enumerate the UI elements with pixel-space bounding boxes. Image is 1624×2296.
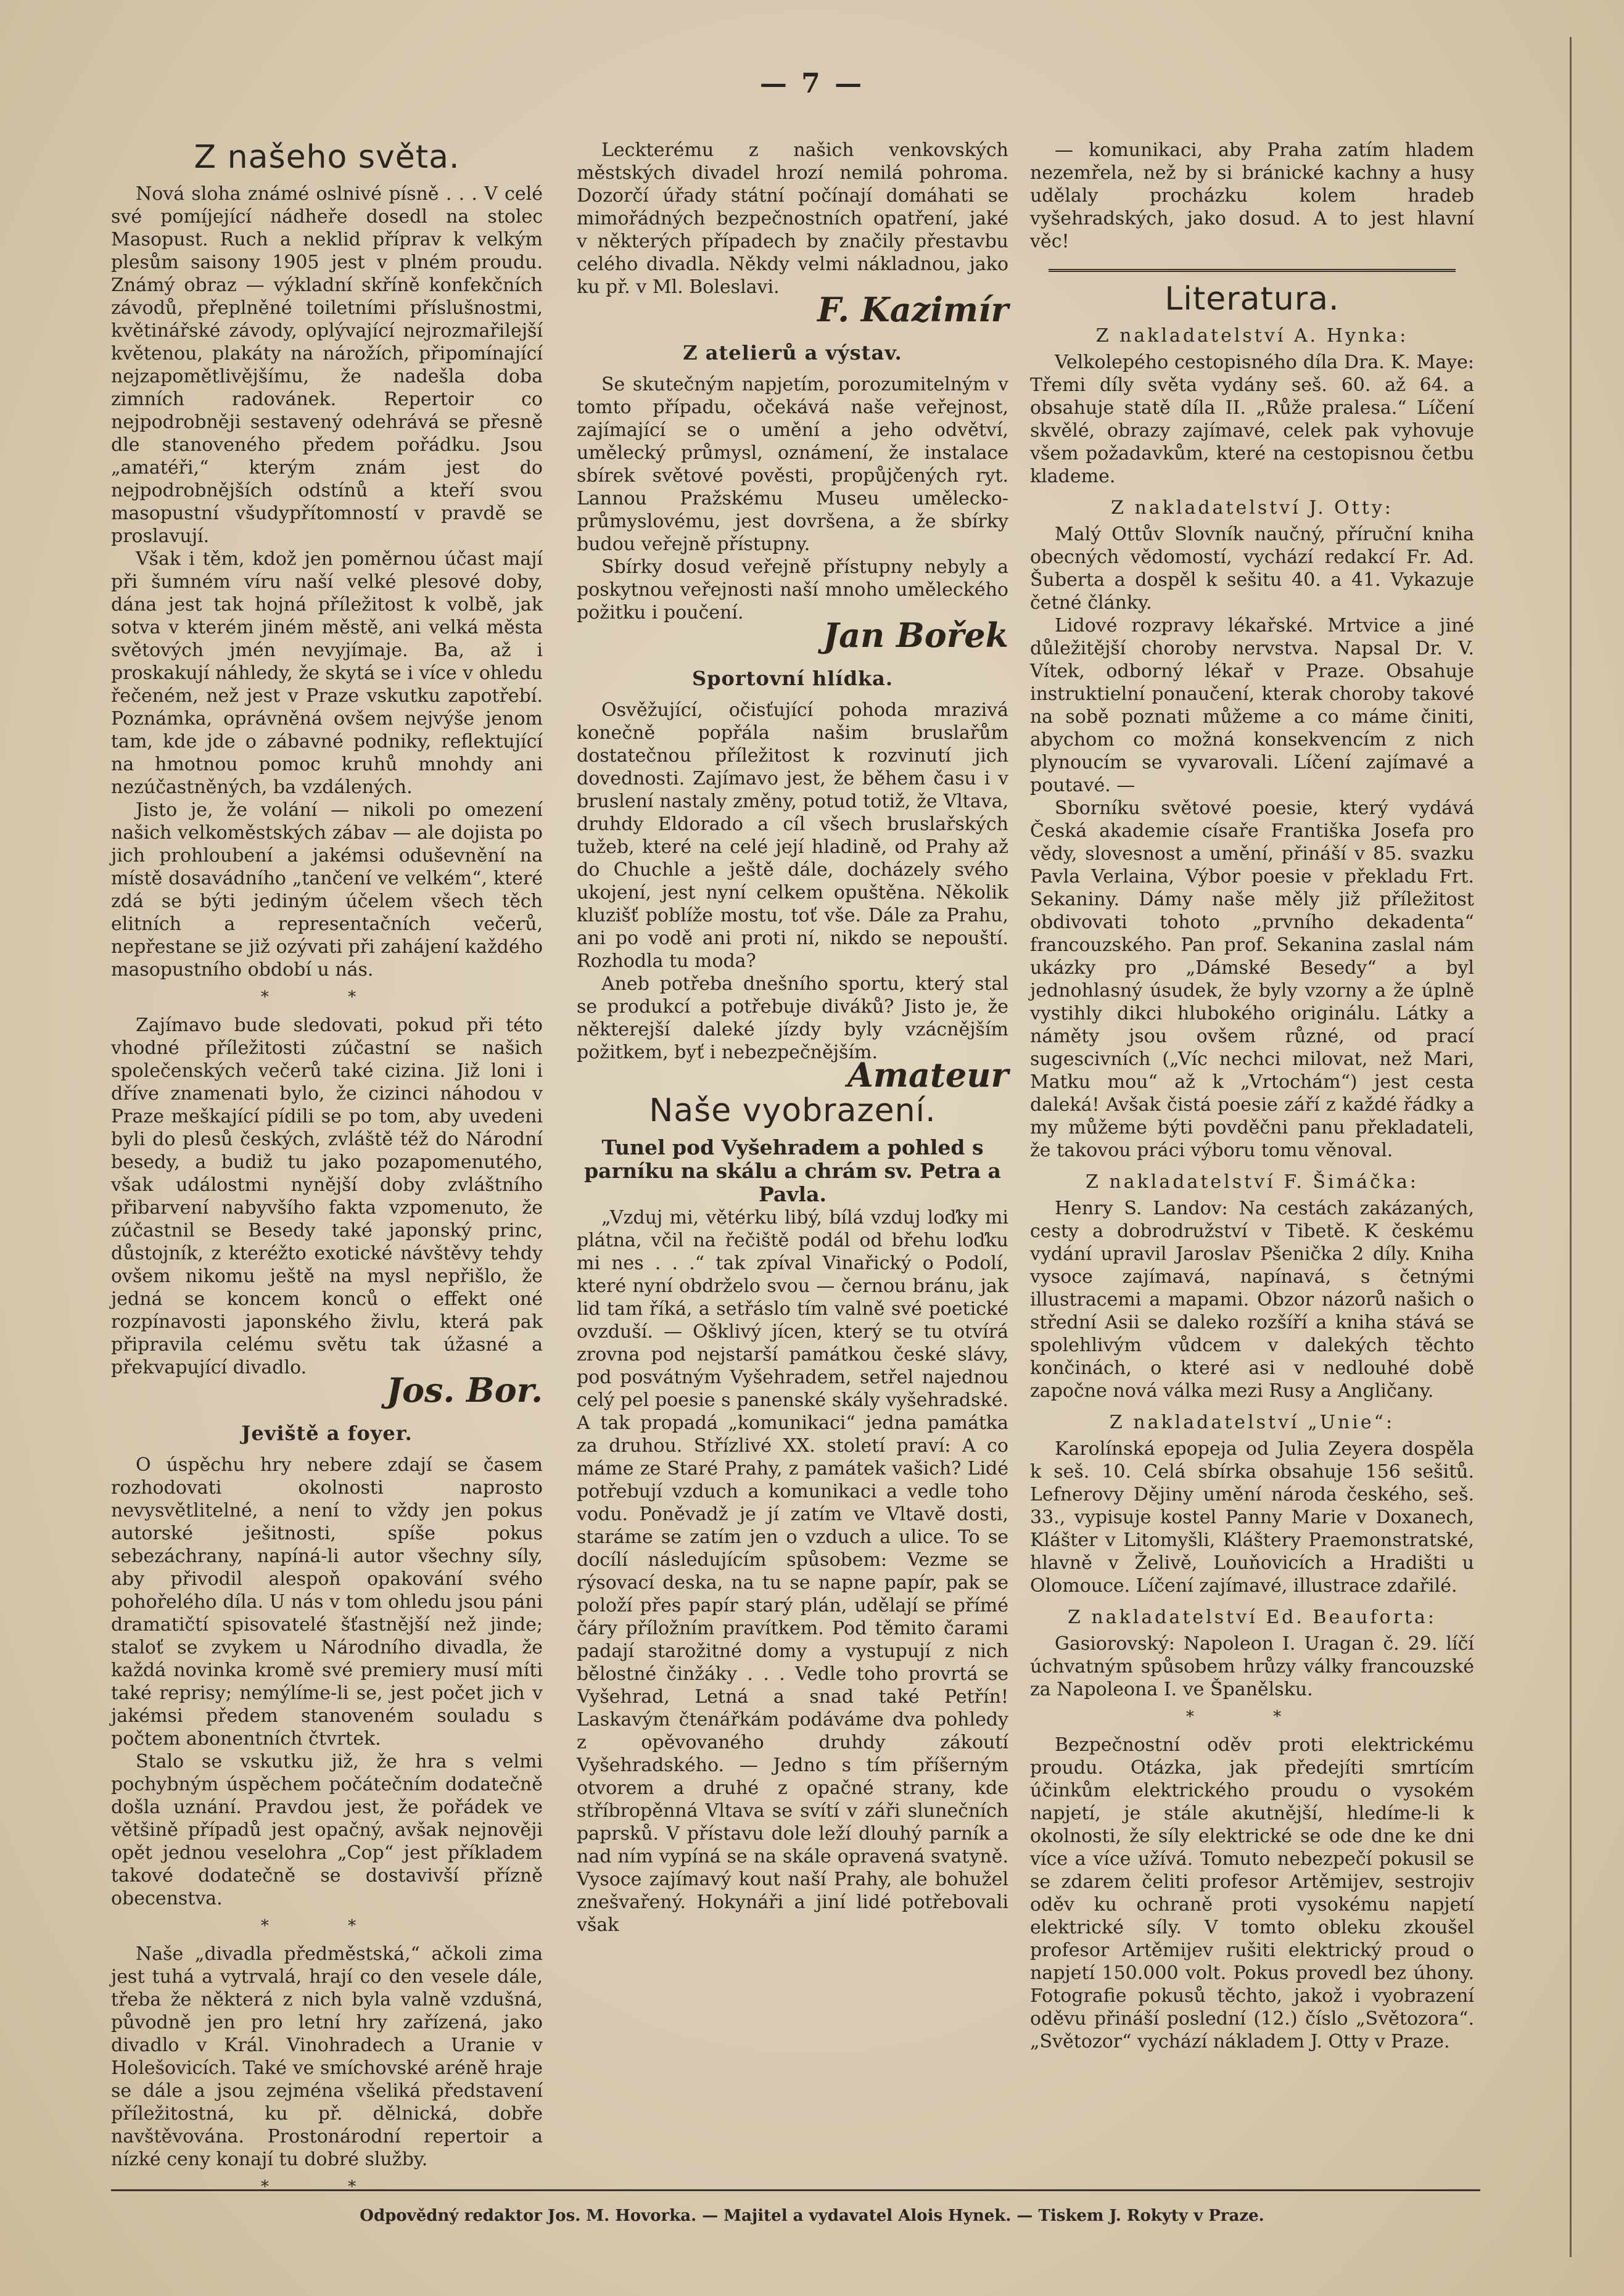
stars-divider: * *	[260, 2178, 394, 2196]
section-title-sportovni-hlidka: Sportovní hlídka.	[692, 667, 893, 690]
paragraph: Bezpečnostní oděv proti elektrickému proudu. Otázka, jak předejíti smrtícím účinkům elektrického proudu o vysokém napjetí, je stále akutnější, hledíme-li k okolnosti, že síly elektrické se ode dne ke dni více a více užívá. Tomuto nebezpečí pokusil se se zdarem čeliti profesor Artěmijev, sestrojiv oděv ku ochraně proti vysokému napjetí elektrické síly. V tomto obleku zkoušel profesor Artěmijev rušiti elektrický proud o napjetí 150.000 volt. Pokus provedl bez úhony. Fotografie pokusů těchto, jakož i vyobrazení oděvu přináší poslední (12.) číslo „Světozora“. „Světozor“ vychází nákladem J. Otty v Praze.	[1030, 1734, 1474, 2052]
page-edge-line	[1570, 37, 1572, 2257]
publisher-heading: Z nakladatelství J. Otty:	[1111, 497, 1393, 519]
section-title-nase-vyobrazeni: Naše vyobrazení.	[649, 1092, 936, 1129]
stars-divider: * *	[260, 988, 394, 1006]
paragraph: Henry S. Landov: Na cestách zakázaných, cesty a dobrodružství v Tibetě. K českému vydání upravil Jaroslav Pšenička 2 díly. Kniha vysoce zajímavá, napínavá, s četnými illustracemi a mapami. Obzor názorů našich o střední Asii se daleko rozšíří a kniha stává se spolehlivým vůdcem v dalekých těchto končinách, o které asi v nedlouhé době započne nová válka mezi Rusy a Angličany.	[1030, 1198, 1474, 1402]
divider	[1049, 269, 1456, 272]
section-title-jeviste: Jeviště a foyer.	[241, 1422, 413, 1445]
paragraph: Lidové rozpravy lékařské. Mrtvice a jiné důležitější choroby nervstva. Napsal Dr. V. Vítek, odborný lékař v Praze. Obsahuje instruktielní ponaučení, kterak choroby takové na sobě poznati můžeme a co máme činiti, abychom co možná konsekvencím z nich plynoucím se vyvarovali. Líčení zajímavé a poutavé. —	[1030, 615, 1474, 796]
stars-divider: * *	[1185, 1708, 1319, 1726]
lead-headline: Tunel pod Vyšehradem a pohled s parníku na skálu a chrám sv. Petra a Pavla.	[584, 1135, 1001, 1206]
publisher-heading: Z nakladatelství Ed. Beauforta:	[1067, 1607, 1436, 1628]
page-number: — 7 —	[759, 68, 865, 99]
footer-rule	[111, 2189, 1480, 2191]
column-2	[577, 139, 1008, 1936]
paragraph: „Vzduj mi, větérku libý, bílá vzduj loďky mi plátna, včil na řečiště podál od břehu loďku mi nes . . .“ tak zpíval Vinařický o Podolí, které nyní obdrželo svou — černou bránu, jak lid tam říká, a setřáslo tím valně své poetické ovzduší. — Ošklivý jícen, který se tu otvírá zrovna pod nejstarší památkou české slávy, pod posvátným Vyšehradem, setřel najednou celý pel poesie s panenské skály vyšehradské. A tak propadá „komunikaci“ jedna památka za druhou. Střízlivé XX. století praví: A co máme ze Staré Prahy, z památek vašich? Lidé potřebují vzduch a komunikaci a vedle toho vodu. Poněvadž je jí zatím ve Vltavě dosti, starámе se zatím jen o vzduch a ulice. To se docílí následujícím spůsobem: Vezme se rýsovací deska, na tu se napne papír, pak se položí přes papír starý plán, udělají se přímé čáry příložním pravítkem. Pod těmito čarami padají starožitné domy a vystupují z nich bělostné činžáky . . . Vedle toho provrtá se Vyšehrad, Letná a snad také Petřín! Laskavým čtenářkám podáváme dva pohledy z opěvovaného druhdy zákoutí Vyšehradského. — Jedno s tím příšerným otvorem a druhé z opačné strany, kde stříbropěnná Vltava se svítí v záři slunečních paprsků. V přístavu dole leží dlouhý parník a nad ním vypíná se na skále opravená svatyně. Vysoce zajímavý kout naší Prahy, ale bohužel znešvařený. Hokynáři a jiní lidé potřebovali však	[577, 1207, 1008, 1936]
publisher-heading: Z nakladatelství „Unie“:	[1109, 1412, 1395, 1433]
paragraph: O úspěchu hry nebere zdají se časem rozhodovati okolnosti naprosto nevysvětlitelné, a není to vždy jen pokus autorské ješitnosti, spíše pokus sebezáchrany, napíná-li autor všechny síly, aby přivodil alespoň opakování svého pohořelého díla. U nás v tom ohledu jsou páni dramatičtí spisovatelé šťastnější než jinde; staloť se zvykem u Národního divadla, že každá novinka kromě své premiery musí míti také reprisy; nemýlíme-li se, jest počet jich v jakémsi předem stanoveném souladu s počtem abonentních čtvrtek.	[111, 1454, 543, 1750]
column-3	[1030, 139, 1474, 2053]
signature-block	[577, 290, 1008, 329]
paragraph: Zajímavo bude sledovati, pokud při této vhodné příležitosti zúčastní se našich společenských večerů také cizina. Již loni i dříve znamenati bylo, že cizinci náhodou v Praze meškající pídili se po tom, aby uvedeni byli do plesů českých, zvláště též do Národní besedy, a budiž tu jako pozapomenutého, však událostmi nynější doby zvláštního přibarvení nabyvšího fakta vzpomenuto, že zúčastnil se Besedy také japonský princ, důstojník, z kteréžto exotické návštěvy tehdy ovšem nikomu ještě na mysl nepřišlo, že jedná se koncem konců o effekt oné rozpínavosti japonského živlu, která pak připravila celému světu tak úžasné a překvapující divadlo.	[111, 1014, 543, 1378]
section-title-z-naseho-sveta: Z našeho světa.	[194, 139, 460, 176]
section-title-z-atelieru: Z atelierů a výstav.	[683, 341, 902, 364]
signature: Jan Bořek	[823, 615, 1008, 655]
signature: Amateur	[847, 1055, 1008, 1095]
paragraph: Nová sloha známé oslnivé písně . . . V celé své pomíjející nádheře dosedl na stolec Masopust. Ruch a neklid příprav k velkým plesům saisony 1905 jest v plném proudu. Známý obraz — výkladní skříně konfekčních závodů, přeplněné toiletními příslušnostmi, květinářské závody, oplývající nejrozmařilejší květenou, plakáty na nárožích, připomínající nejzapomětlivějšímu, že nadešla doba zimních radovánek. Repertoir co nejpodrobněji sestavený odehrává se přesně dle stanoveného předem pořádku. Jsou „amatéři,“ kterým znám jest do nejpodrobnějších odstínů a kteří svou masopustní všudypřítomností v pravdě se proslavují.	[111, 183, 543, 547]
footer-imprint: Odpovědný redaktor Jos. M. Hovorka. — Majitel a vydavatel Alois Hynek. — Tiskem J. Rokyty v Praze.	[360, 2207, 1264, 2225]
paragraph: Stalo se vskutku již, že hra s velmi pochybným úspěchem počátečním dodatečně došla uznání. Pravdou jest, že pořádek ve většině případů jest opačný, avšak nejnověji opět jednou veselohra „Cop“ jest příkladem takové dodatečně se dostavivší přízně obecenstva.	[111, 1751, 543, 1909]
paragraph: Naše „divadla předměstská,“ ačkoli zima jest tuhá a vytrvalá, hrají co den vesele dále, třeba že některá z nich byla valně vzdušná, původně jen pro letní hry zařízená, jako divadlo v Král. Vinohradech a Uranie v Holešovicích. Také ve smíchovské aréně hraje se dále a jsou zejména všeliká představení příležitostná, ku př. dělnická, dobře navštěvována. Prostonárodní repertoir a nízké ceny konají tu dobré služby.	[111, 1943, 543, 2170]
paragraph: Jisto je, že volání — nikoli po omezení našich velkoměstských zábav — ale dojista po jich prohloubení a jakémsi oduševnění na místě dosavádního „tančení ve velkém“, které zdá se býti jediným účelem všech těch elitních a representačních večerů, nepřestane se již ozývati při zahájení každého masopustního období u nás.	[111, 799, 543, 981]
paragraph: Karolínská epopeja od Julia Zeyera dospěla k seš. 10. Celá sbírka obsahuje 156 sešitů. Lefnerovy Dějiny umění národa českého, seš. 33., vypisuje kostel Panny Marie v Doxanech, Klášter v Litomyšli, Kláštery Praemonstratské, hlavně v Želivě, Louňovicích a Hradišti u Olomouce. Líčení zajímavé, illustrace zdařilé.	[1030, 1438, 1474, 1597]
column-1	[111, 139, 543, 2203]
paragraph: Leckterému z našich venkovských městských divadel hrozí nemilá pohroma. Dozorčí úřady státní počínají domáhati se mimořádných bezpečnostních opatření, jaké v některých případech by značily přestavbu celého divadla. Někdy velmi nákladnou, jako ku př. v Ml. Boleslavi.	[577, 139, 1008, 298]
paragraph: — komunikaci, aby Praha zatím hladem nezemřela, než by si bránické kachny a husy udělaly procházku kolem hradeb vyšehradských, jako dosud. A to jest hlavní věc!	[1030, 139, 1474, 252]
signature-block	[111, 1370, 543, 1410]
stars-divider: * *	[260, 1917, 394, 1935]
paragraph: Sbírky dosud veřejně přístupny nebyly a poskytnou veřejnosti naší mnoho uměleckého požitku i poučení.	[577, 556, 1008, 623]
paragraph: Se skutečným napjetím, porozumitelným v tomto případu, očekává naše veřejnost, zajímající se o umění a jeho odvětví, umělecký průmysl, oznámení, že instalace sbírek světové pověsti, propůjčených ryt. Lannou Pražskému Museu umělecko-průmyslovému, jest dovršena, a že sbírky budou veřejně přístupny.	[577, 374, 1008, 555]
signature-block	[577, 615, 1008, 655]
paragraph: Sborníku světové poesie, který vydává Česká akademie císaře Františka Josefa pro vědy, slovesnost a umění, přináší v 85. svazku Pavla Verlaina, Výbor poesie v překladu Frt. Sekaniny. Dámy naše měly již příležitost obdivovati tohoto „prvního dekadenta“ francouzského. Pan prof. Sekanina zaslal nám ukázky pro „Dámské Besedy“ a byl jednohlasný úsudek, že byly vzorny a že úplně vystihly dikci hlubokého originálu. Látky a náměty jsou ovšem různé, od prací sugescivních („Víc nechci milovat, než Mari, Matku mou“ až k „Vrtochám“) jest cesta daleká! Avšak čistá poesie září z každé řádky a my můžeme býti povděčni panu překladateli, že takovou práci výboru tomu věnoval.	[1030, 797, 1474, 1161]
paragraph: Malý Ottův Slovník naučný, příruční kniha obecných vědomostí, vychází redakcí Fr. Ad. Šuberta a dospěl k sešitu 40. a 41. Vykazuje četné články.	[1030, 524, 1474, 614]
paragraph: Osvěžující, očisťující pohoda mrazivá konečně popřála našim bruslařům dostatečnou příležitost k rozvinutí jich dovednosti. Zajímavo jest, že během času i v bruslení nastaly změny, potud totiž, že Vltava, druhdy Eldorado a cíl všech bruslařských tužeb, které na celé její hladině, od Prahy až do Chuchle a ještě dále, docházely svého ukojení, jest nyní celkem opuštěna. Několik kluzišť poblíže mostu, toť vše. Dále za Prahu, ani po vodě ani proti ní, nikdo se nepouští. Rozhodla tu moda?	[577, 699, 1008, 972]
signature-block	[577, 1055, 1008, 1095]
paragraph: Gasiorovský: Napoleon I. Uragan č. 29. líčí úchvatným spůsobem hrůzy války francouzské za Napoleona I. ve Španělsku.	[1030, 1633, 1474, 1700]
paragraph: Však i těm, kdož jen poměrnou účast mají při šumném víru naší velké plesové doby, dána jest tak hojná příležitost k volbě, jak sotva v kterém jiném městě, ani velká města světových jmén nevyjímaje. Ba, až i proskakují náhledy, že skytá se i více v ohledu řečeném, než jest v Praze vskutku zapotřebí. Poznámka, oprávněná ovšem nejvýše jenom tam, kde jde o zábavné podniky, reflektující na hmotnou pomoc kruhů mnohdy ani nezúčastněných, ba vzdálených.	[111, 548, 543, 798]
signature: F. Kazimír	[817, 290, 1008, 329]
publisher-heading: Z nakladatelství A. Hynka:	[1095, 325, 1409, 347]
section-title-literatura: Literatura.	[1164, 281, 1340, 318]
paragraph: Aneb potřeba dnešního sportu, který stal se produkcí a potřebuje diváků? Jisto je, že některejší daleké jízdy byly vzácnějším požitkem, byť i nebezpečnějším.	[577, 973, 1008, 1063]
paragraph: Velkolepého cestopisného díla Dra. K. Maye: Třemi díly světa vydány seš. 60. až 64. a obsahuje statě díla II. „Růže pralesa.“ Líčení skvělé, obrazy zajímavé, celek pak vyhovuje všem požadavkům, které na cestopisnou četbu klademe.	[1030, 352, 1474, 487]
signature: Jos. Bor.	[386, 1370, 543, 1410]
publisher-heading: Z nakladatelství F. Šimáčka:	[1086, 1171, 1419, 1193]
